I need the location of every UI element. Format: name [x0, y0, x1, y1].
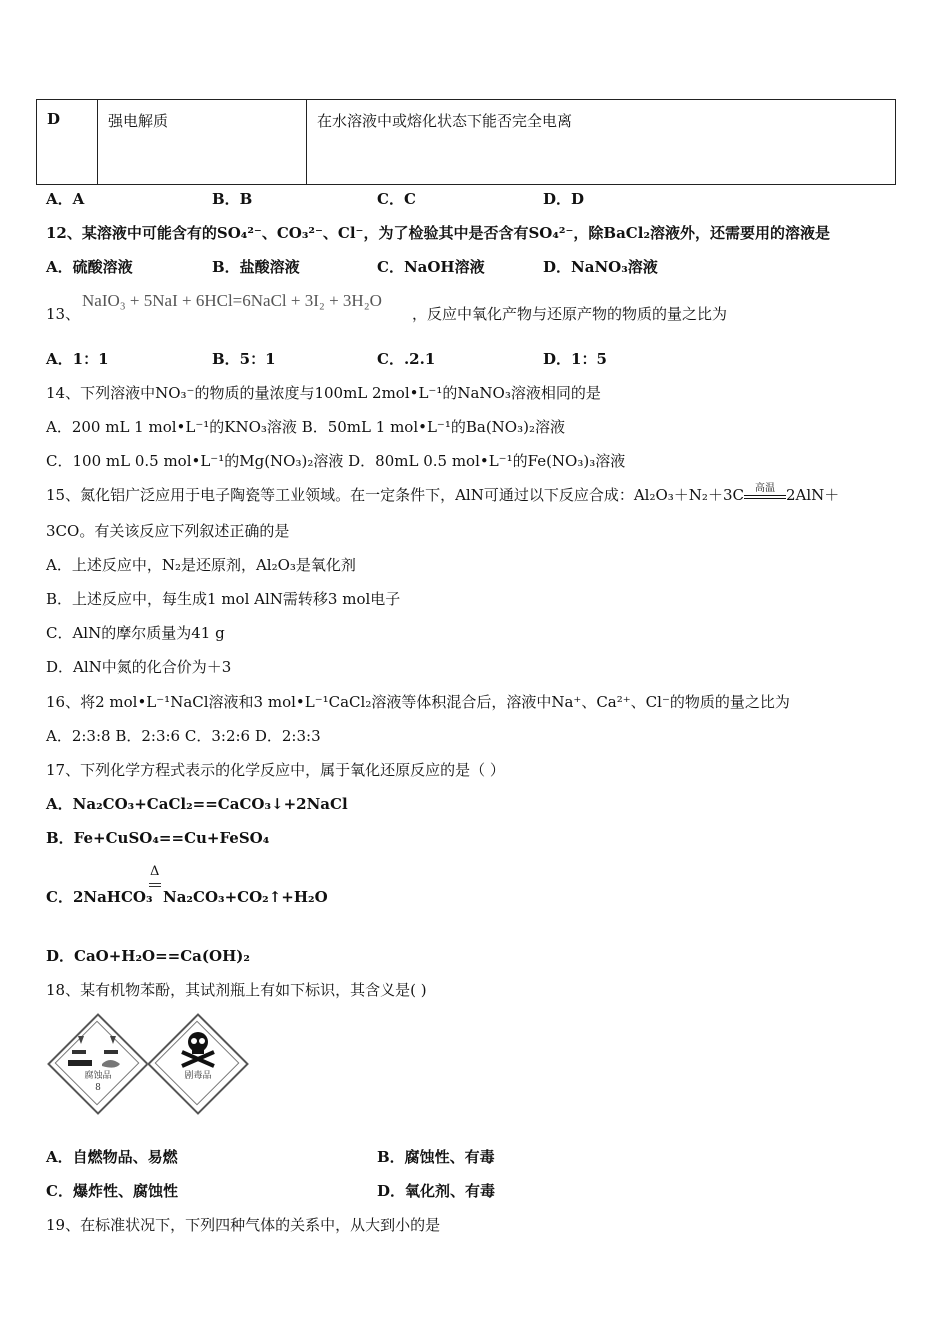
q17-option-b: B．Fe+CuSO₄==Cu+FeSO₄ [46, 829, 270, 847]
q13-number: 13、 [46, 305, 81, 323]
q13-option-b: B．5：1 [212, 350, 276, 368]
q17-option-a: A．Na₂CO₃+CaCl₂==CaCO₃↓+2NaCl [46, 795, 348, 813]
q13-option-a: A．1：1 [46, 350, 109, 368]
q15-option-c: C．AlN的摩尔质量为41 g [46, 624, 225, 642]
q18-option-d: D．氧化剂、有毒 [377, 1182, 496, 1200]
table-row [37, 100, 896, 185]
q12-option-d: D．NaNO₃溶液 [543, 258, 658, 276]
q16-stem: 16、将2 mol•L⁻¹NaCl溶液和3 mol•L⁻¹CaCl₂溶液等体积混合后，溶液中Na⁺、Ca²⁺、Cl⁻的物质的量之比为 [46, 693, 790, 711]
q11-option-c: C．C [377, 190, 416, 208]
q12-option-c: C．NaOH溶液 [377, 258, 485, 276]
q14-options-ab: A．200 mL 1 mol•L⁻¹的KNO₃溶液 B．50mL 1 mol•L⁻¹的Ba(NO₃)₂溶液 [46, 418, 565, 436]
q15-condition [744, 485, 786, 505]
q13-option-c: C．.2.1 [377, 350, 436, 368]
q15-option-b: B．上述反应中，每生成1 mol AlN需转移3 mol电子 [46, 590, 401, 608]
q13-option-d: D．1：5 [543, 350, 607, 368]
table-cell-term: 强电解质 [98, 100, 307, 185]
q19-stem: 19、在标准状况下，下列四种气体的关系中，从大到小的是 [46, 1216, 441, 1234]
toxic-label: 剧毒品 [184, 1071, 212, 1081]
q15-stem-start: 15、氮化铝广泛应用于电子陶瓷等工业领域。在一定条件下，AlN可通过以下反应合成：Al₂O₃＋N₂＋3C [46, 486, 744, 504]
q11-option-b: B．B [212, 190, 253, 208]
q15-condition-label: 高温 [754, 483, 775, 494]
q15-option-a: A．上述反应中，N₂是还原剂，Al₂O₃是氧化剂 [46, 556, 356, 574]
definition-table [36, 99, 896, 185]
corrosive-icon [48, 1012, 148, 1112]
q18-option-b: B．腐蚀性、有毒 [377, 1148, 495, 1166]
q18-option-c: C．爆炸性、腐蚀性 [46, 1182, 178, 1200]
q16-options: A．2:3:8 B．2:3:6 C．3:2:6 D．2:3:3 [46, 727, 321, 745]
q13-equation: NaIO₃ + 5NaI + 6HCl=6NaCl + 3I₂ + 3H₂O [82, 291, 382, 310]
q12-stem: 12、某溶液中可能含有的SO₄²⁻、CO₃²⁻、Cl⁻，为了检验其中是否含有SO₄²⁻，除BaCl₂溶液外，还需要用的溶液是 [46, 224, 831, 242]
q17-option-c-left: C．2NaHCO₃ [46, 888, 153, 906]
q17-option-c-condition: Δ [150, 864, 160, 879]
q12-option-a: A．硫酸溶液 [46, 258, 133, 276]
q12-option-b: B．盐酸溶液 [212, 258, 300, 276]
corrosive-label: 腐蚀品 [84, 1071, 112, 1081]
corrosive-class-number: 8 [95, 1083, 101, 1093]
q15-option-d: D．AlN中氮的化合价为＋3 [46, 658, 232, 676]
q18-option-a: A．自燃物品、易燃 [46, 1148, 178, 1166]
q17-option-c-right: Na₂CO₃+CO₂↑+H₂O [163, 888, 328, 906]
q17-stem: 17、下列化学方程式表示的化学反应中，属于氧化还原反应的是（ ） [46, 761, 505, 779]
q15-stem-line2: 3CO。有关该反应下列叙述正确的是 [46, 522, 290, 540]
q15-stem-end: 2AlN＋ [785, 486, 840, 504]
q11-option-d: D．D [543, 190, 585, 208]
q13-stem: ，反应中氧化产物与还原产物的物质的量之比为 [412, 305, 728, 323]
table-cell-definition: 在水溶液中或熔化状态下能否完全电离 [307, 100, 896, 185]
skull-crossbones-icon [148, 1012, 248, 1112]
q18-stem: 18、某有机物苯酚，其试剂瓶上有如下标识，其含义是( ) [46, 981, 427, 999]
q17-option-d: D．CaO+H₂O==Ca(OH)₂ [46, 947, 250, 965]
q11-option-a: A．A [46, 190, 85, 208]
q15-stem-line1 [46, 485, 839, 505]
table-cell-letter: D [37, 100, 98, 185]
q14-stem: 14、下列溶液中NO₃⁻的物质的量浓度与100mL 2mol•L⁻¹的NaNO₃溶液相同的是 [46, 384, 601, 402]
q14-options-cd: C．100 mL 0.5 mol•L⁻¹的Mg(NO₃)₂溶液 D．80mL 0.5 mol•L⁻¹的Fe(NO₃)₃溶液 [46, 452, 626, 470]
